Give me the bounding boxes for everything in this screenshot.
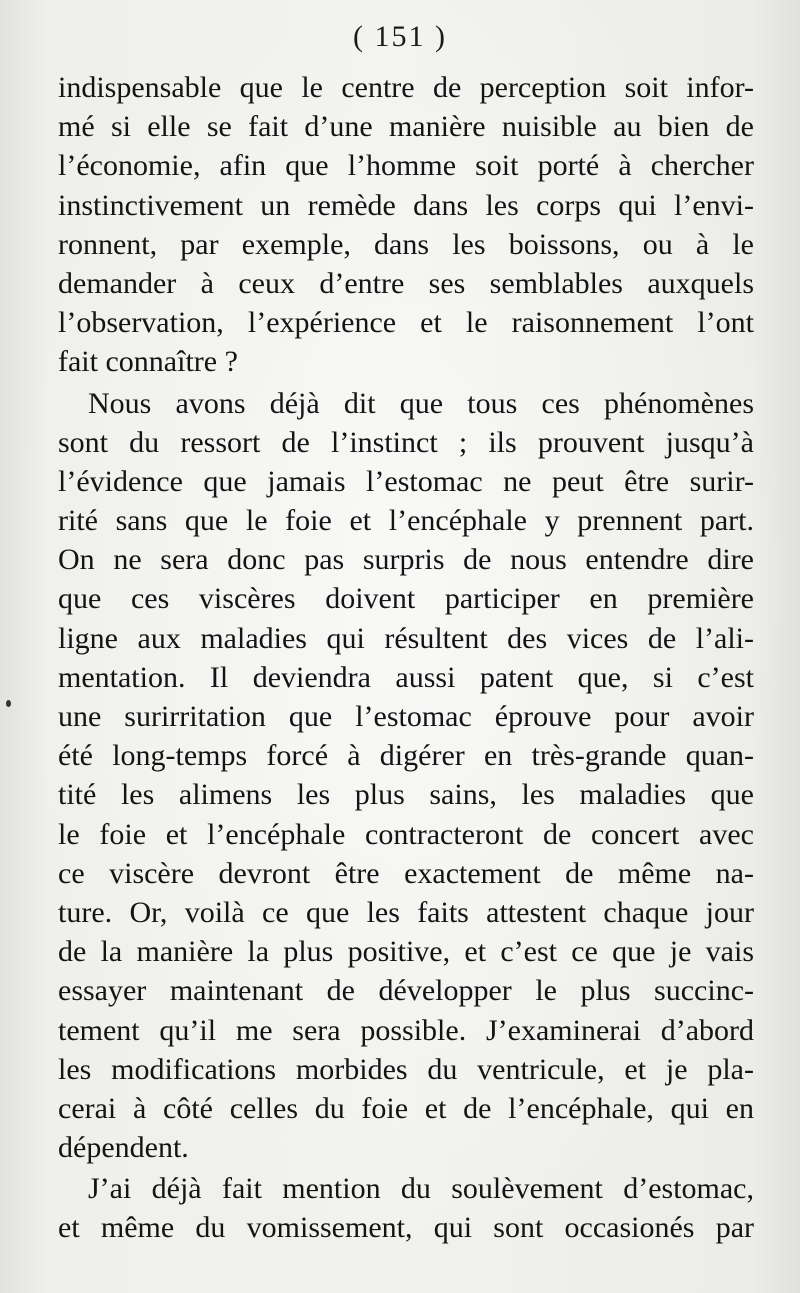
paragraph	[58, 68, 754, 382]
text-line: cerai à côté celles du foie et de l’encéphale, qui en	[58, 1091, 754, 1125]
text-line: tement qu’il me sera possible. J’examinerai d’abord	[58, 1013, 754, 1047]
text-line: instinctivement un remède dans les corps qui l’envi-	[58, 188, 754, 222]
text-line: l’évidence que jamais l’estomac ne peut être surir-	[58, 464, 754, 498]
text-line: le foie et l’encéphale contracteront de concert avec	[58, 817, 754, 851]
text-line: les modifications morbides du ventricule, et je pla-	[58, 1052, 754, 1086]
text-line: fait connaître ?	[58, 345, 238, 379]
ink-speck	[6, 700, 11, 707]
paragraph	[58, 384, 754, 1168]
page-number: ( 151 )	[353, 20, 447, 53]
text-line: l’économie, afin que l’homme soit porté à chercher	[58, 149, 754, 183]
paragraph	[58, 1169, 754, 1247]
body-text	[58, 68, 754, 1248]
text-line: une surirritation que l’estomac éprouve pour avoir	[58, 700, 754, 733]
text-line: ture. Or, voilà ce que les faits attestent chaque jour	[58, 895, 754, 929]
text-line: rité sans que le foie et l’encéphale y prennent part.	[58, 504, 754, 538]
text-line: mentation. Il deviendra aussi patent que, si c’est	[58, 660, 754, 694]
text-line: sont du ressort de l’instinct ; ils prouvent jusqu’à	[58, 425, 754, 459]
text-line: On ne sera donc pas surpris de nous entendre dire	[58, 543, 754, 577]
text-line: de la manière la plus positive, et c’est ce que je vais	[58, 935, 754, 969]
text-line: Nous avons déjà dit que tous ces phénomènes	[88, 386, 754, 420]
text-line: J’ai déjà fait mention du soulèvement d’estomac,	[88, 1172, 754, 1206]
text-line: indispensable que le centre de perception soit infor-	[58, 71, 754, 104]
text-line: ce viscère devront être exactement de même na-	[58, 856, 754, 890]
text-line: dépendent.	[58, 1131, 189, 1165]
text-line: été long-temps forcé à digérer en très-grande quan-	[58, 739, 754, 773]
text-line: l’observation, l’expérience et le raisonnement l’ont	[58, 306, 754, 340]
text-line: ligne aux maladies qui résultent des vices de l’ali-	[58, 621, 754, 655]
text-line: mé si elle se fait d’une manière nuisible au bien de	[58, 110, 754, 144]
text-line: demander à ceux d’entre ses semblables auxquels	[58, 266, 754, 300]
text-line: ronnent, par exemple, dans les boissons, ou à le	[58, 227, 754, 261]
text-line: que ces viscères doivent participer en première	[58, 582, 754, 616]
text-line: et même du vomissement, qui sont occasionés par	[58, 1211, 754, 1245]
text-line: essayer maintenant de développer le plus succinc-	[58, 974, 754, 1008]
text-line: tité les alimens les plus sains, les maladies que	[58, 778, 754, 812]
